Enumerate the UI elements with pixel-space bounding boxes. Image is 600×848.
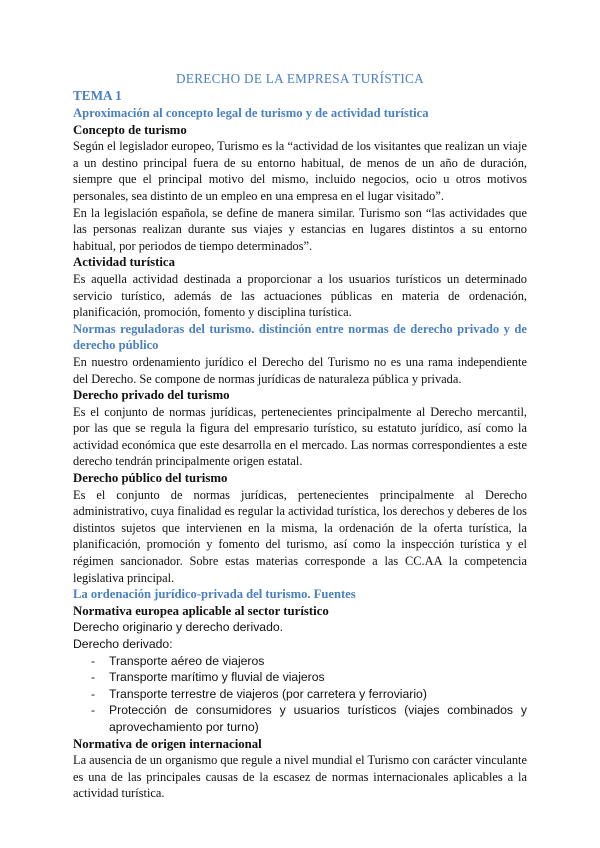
document-title: DERECHO DE LA EMPRESA TURÍSTICA: [176, 71, 424, 86]
privado-heading: Derecho privado del turismo: [73, 388, 230, 403]
publico-heading: Derecho público del turismo: [73, 471, 228, 486]
ordenacion-heading: La ordenación jurídico-privada del turismo. Fuentes: [73, 587, 356, 602]
dash-bullet: -: [91, 686, 96, 701]
actividad-heading: Actividad turística: [73, 255, 176, 270]
internacional-paragraph: La ausencia de un organismo que regule a nivel mundial el Turismo con carácter vinculante es una de las principales causas de la escasez de normas internacionales aplicables a la actividad turística.: [73, 753, 527, 801]
list-item-text: Transporte terrestre de viajeros (por carretera y ferroviario): [109, 686, 427, 701]
privado-paragraph: Es el conjunto de normas jurídicas, pertenecientes principalmente al Derecho mercantil, por las que se regula la figura del empresario turístico, su estatuto jurídico, así como la actividad económica que este desarrolla en el mercado. Las normas correspondientes a este derecho tendrán principalmente origen estatal.: [73, 404, 527, 469]
europea-line-1: Derecho originario y derecho derivado.: [73, 620, 284, 635]
aproximacion-heading: Aproximación al concepto legal de turismo y de actividad turística: [73, 106, 429, 120]
list-item-text: Protección de consumidores y usuarios turísticos (viajes combinados y aprovechamiento por turno): [109, 703, 527, 734]
concepto-paragraph-1: Según el legislador europeo, Turismo es la “actividad de los visitantes que realizan un viaje a un destino principal fuera de su entorno habitual, de menos de un año de duración, siempre que el principal motivo del mismo, incluido negocios, ocio u otros motivos personales, sea distinto de un empleo en una empresa en el lugar visitado”.: [73, 139, 527, 203]
dash-bullet: -: [91, 653, 96, 668]
publico-paragraph: Es el conjunto de normas jurídicas, pertenecientes principalmente al Derecho administrativo, cuya finalidad es regular la actividad turística, los derechos y deberes de los distintos sujetos que intervienen en la misma, la ordenación de la oferta turística, la planificación, promoción y fomento del turismo, así como la inspección turística y el régimen sancionador. Sobre estas materias corresponde a las CC.AA la competencia legislativa principal.: [73, 487, 527, 585]
derivado-list: [73, 653, 527, 736]
list-item: [73, 702, 527, 735]
list-item: [73, 686, 527, 703]
normas-paragraph: En nuestro ordenamiento jurídico el Derecho del Turismo no es una rama independiente del Derecho. Se compone de normas jurídicas de naturaleza pública y privada.: [73, 354, 527, 386]
actividad-paragraph: Es aquella actividad destinada a proporcionar a los usuarios turísticos un determinado servicio turístico, además de las actuaciones públicas en materia de ordenación, planificación, promoción, fomento y disciplina turística.: [73, 271, 527, 320]
tema-heading: TEMA 1: [73, 88, 122, 103]
list-item-text: Transporte marítimo y fluvial de viajeros: [109, 670, 325, 685]
normas-heading: Normas reguladoras del turismo. distinción entre normas de derecho privado y de derecho público: [73, 321, 527, 353]
europea-heading: Normativa europea aplicable al sector turístico: [73, 603, 329, 618]
list-item: [73, 653, 527, 670]
concepto-paragraph-2: En la legislación española, se define de manera similar. Turismo son “las actividades que las personas realizan durante sus viajes y estancias en lugares distintos a su entorno habitual, por periodos de tiempo determinados”.: [73, 205, 527, 253]
concepto-heading: Concepto de turismo: [73, 122, 187, 137]
europea-line-2: Derecho derivado:: [73, 637, 173, 651]
dash-bullet: -: [91, 703, 96, 718]
document-page: [73, 71, 527, 802]
list-item: [73, 669, 527, 686]
dash-bullet: -: [91, 670, 96, 685]
internacional-heading: Normativa de origen internacional: [73, 736, 262, 751]
list-item-text: Transporte aéreo de viajeros: [109, 653, 265, 668]
